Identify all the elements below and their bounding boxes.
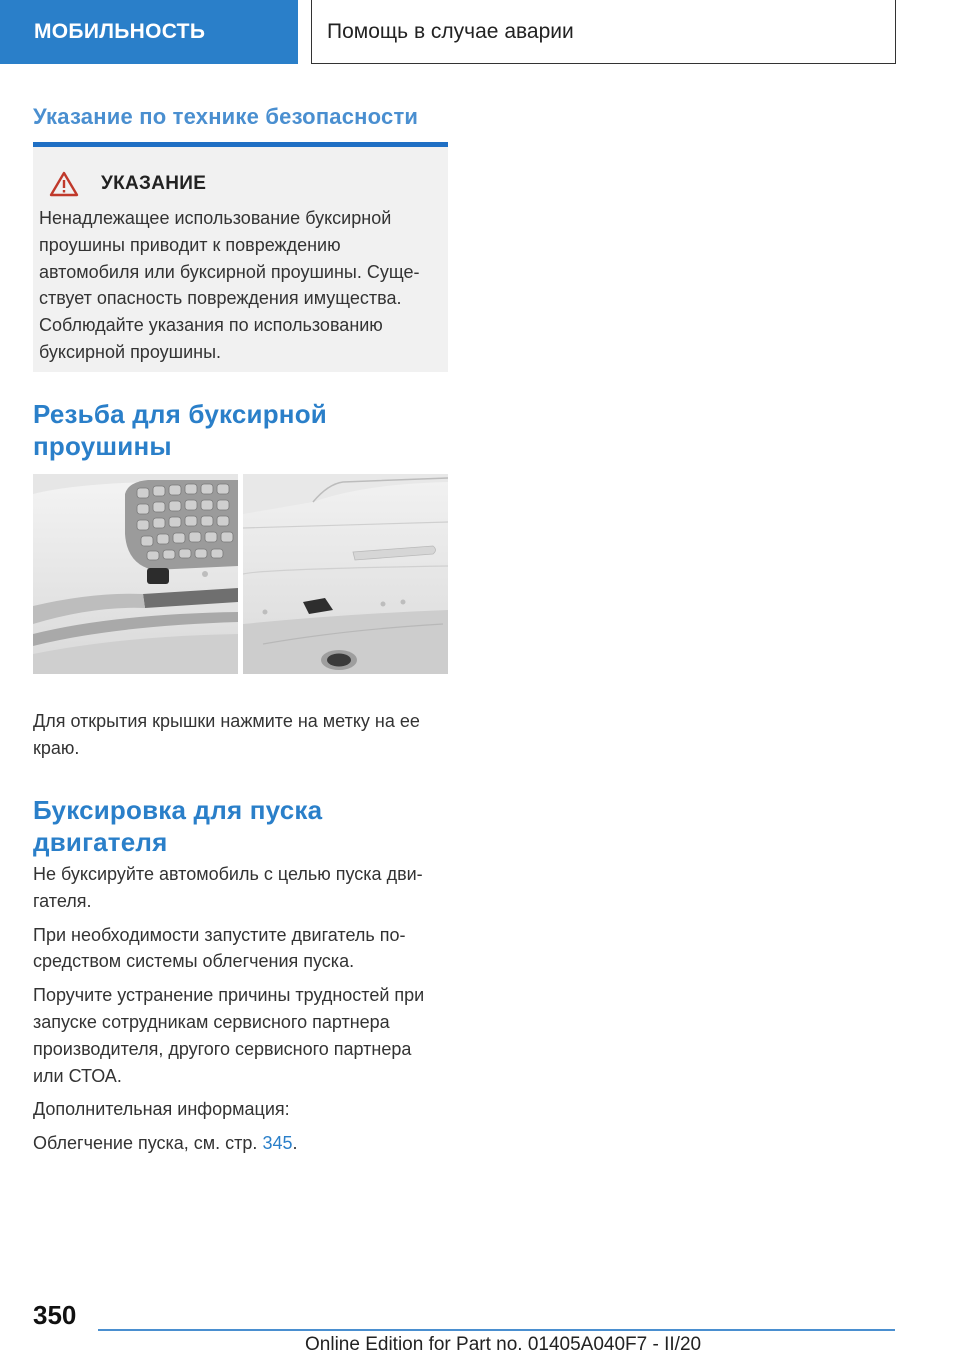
footer-edition: Online Edition for Part no. 01405A040F7 - II/20 (305, 1334, 702, 1355)
notice-line: Ненадлежащее использование буксирной (39, 208, 392, 228)
paragraph-line: гателя. (33, 890, 92, 911)
cross-reference-end: . (292, 1133, 298, 1154)
notice-line: Соблюдайте указания по использованию (39, 315, 383, 336)
rear-bumper-illustration (243, 474, 448, 674)
caption-line: краю. (33, 737, 80, 758)
more-info-label: Дополнительная информация: (33, 1099, 290, 1120)
notice-line: ствует опасность повреждения имущества. (39, 288, 402, 309)
section-tab (0, 0, 298, 64)
warning-triangle-icon (49, 171, 79, 197)
paragraph-line: или СТОА. (33, 1065, 122, 1086)
paragraph-line: средством системы облегчения пуска. (33, 951, 355, 972)
caption-line: Для открытия крышки нажмите на метку на ее (33, 711, 420, 731)
thread-heading (33, 398, 448, 462)
notice-title: УКАЗАНИЕ (101, 173, 207, 194)
tow-start-body (33, 861, 448, 1157)
notice-text (39, 205, 444, 366)
thread-caption (33, 708, 448, 762)
footer-divider (98, 1329, 895, 1331)
front-bumper-photo (33, 474, 238, 674)
tow-start-heading (33, 794, 448, 858)
safety-heading: Указание по технике безопасности (33, 104, 419, 129)
paragraph-line: Поручите устранение причины трудностей при (33, 985, 425, 1006)
cross-reference (33, 1130, 448, 1157)
tow-start-heading-line: двигателя (33, 827, 168, 857)
page-number: 350 (33, 1300, 77, 1330)
cross-reference-text: Облегчение пуска, см. стр. (33, 1133, 263, 1154)
paragraph (33, 982, 448, 1089)
paragraph-line: Не буксируйте автомобиль с целью пуска дви- (33, 864, 423, 884)
paragraph-line: При необходимости запустите двигатель по- (33, 924, 406, 945)
notice-header (49, 171, 206, 197)
front-bumper-illustration (33, 474, 238, 674)
paragraph (33, 861, 448, 915)
thread-heading-line: проушины (33, 431, 172, 461)
paragraph (33, 922, 448, 976)
section-title: МОБИЛЬНОСТЬ (34, 20, 206, 43)
notice-line: буксирной проушины. (39, 341, 222, 362)
paragraph-line: запуске сотрудникам сервисного партнера (33, 1011, 390, 1032)
chapter-title: Помощь в случае аварии (327, 19, 574, 43)
paragraph-line: производителя, другого сервисного партнера (33, 1038, 412, 1059)
notice-line: автомобиля или буксирной проушины. Суще- (39, 261, 420, 282)
thread-heading-line: Резьба для буксирной (33, 399, 327, 429)
notice-line: проушины приводит к повреждению (39, 234, 341, 255)
chapter-header (311, 0, 896, 64)
rear-bumper-photo (243, 474, 448, 674)
page-link[interactable]: 345 (262, 1133, 293, 1154)
notice-box (33, 142, 448, 372)
tow-start-heading-line: Буксировка для пуска (33, 795, 323, 825)
